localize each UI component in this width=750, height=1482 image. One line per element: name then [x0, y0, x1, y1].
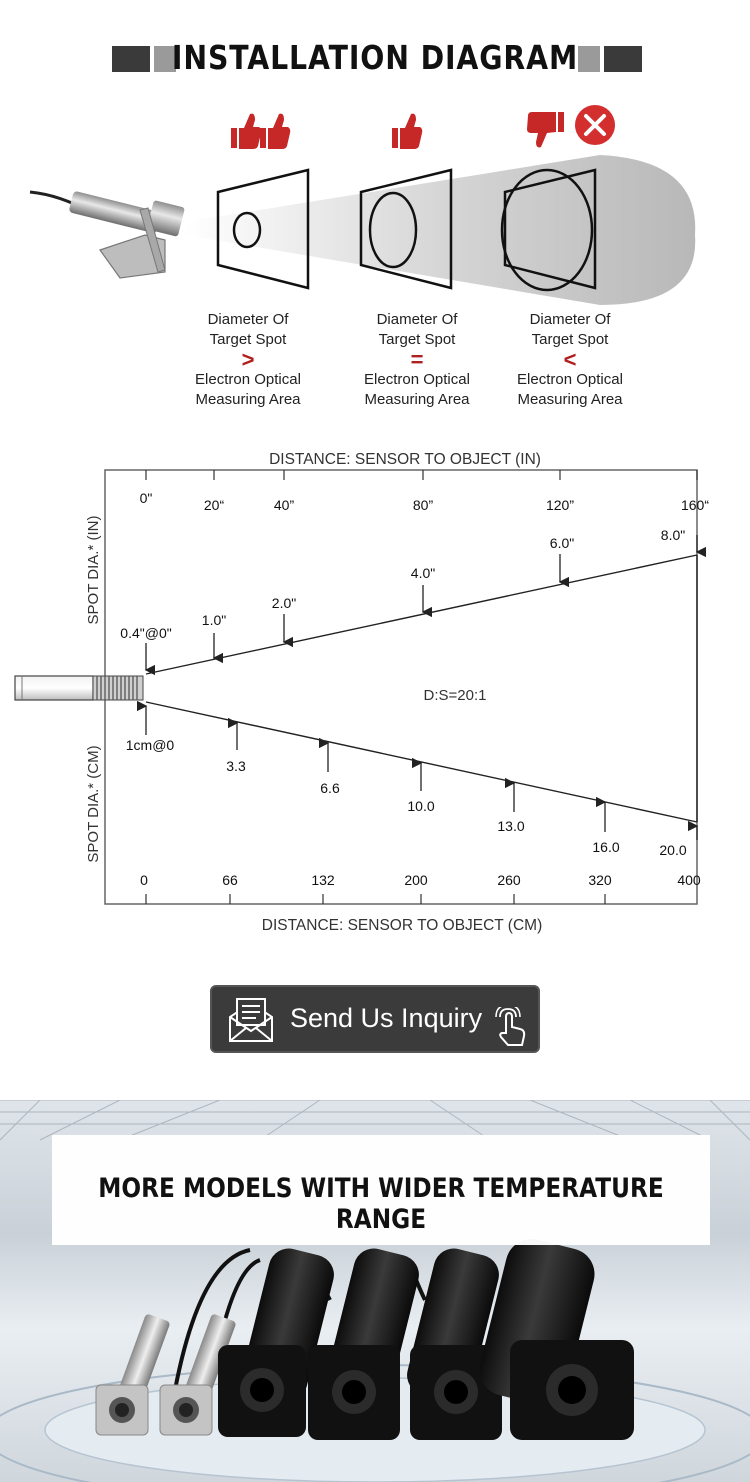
cm-tick: 260 [497, 872, 521, 888]
cm-tick: 0 [140, 872, 148, 888]
section-header [0, 30, 750, 90]
in-tick: 160“ [680, 497, 710, 513]
in-tick: 40” [273, 497, 295, 513]
in-spot-label: 4.0" [410, 565, 436, 581]
ratio-label: D:S=20:1 [423, 687, 487, 704]
cm-tick: 200 [404, 872, 428, 888]
cm-spot-label: 13.0 [497, 818, 525, 834]
in-tick: 80” [412, 497, 434, 513]
in-tick: 20“ [203, 497, 225, 513]
caption-equal: Diameter Of Target Spot = Electron Optical Measuring Area [364, 311, 470, 408]
measurement-cone [185, 155, 695, 305]
in-spot-label: 2.0" [271, 595, 297, 611]
caption-less: Diameter Of Target Spot < Electron Optical Measuring Area [517, 311, 623, 408]
cm-spot-label: 20.0 [659, 842, 687, 858]
caption-greater: Diameter Of Target Spot > Electron Optical Measuring Area [195, 311, 301, 408]
in-tick: 120” [545, 497, 575, 513]
models-title: MORE MODELS WITH WIDER TEMPERATURE RANGE [98, 1173, 664, 1235]
thumbs-up-icon [231, 114, 261, 149]
cm-spot-label: 6.6 [320, 780, 340, 796]
cm-tick: 66 [222, 872, 238, 888]
cm-tick: 400 [677, 872, 701, 888]
cm-spot-label: 16.0 [592, 839, 620, 855]
in-spot-label: 6.0" [549, 535, 575, 551]
pointer-hand-icon [494, 1007, 530, 1047]
distance-spot-chart [0, 440, 750, 950]
chart-top-title: DISTANCE: SENSOR TO OBJECT (IN) [269, 451, 541, 468]
reject-icon [575, 105, 615, 145]
send-inquiry-label: Send Us Inquiry [290, 1003, 483, 1033]
sensor-side-icon [15, 676, 143, 700]
in-spot-label: 0.4"@0" [120, 625, 172, 641]
send-inquiry-button[interactable] [210, 985, 540, 1053]
cm-spot-label: 1cm@0 [125, 737, 175, 753]
chart-bottom-title: DISTANCE: SENSOR TO OBJECT (CM) [261, 917, 543, 934]
in-spot-label: 8.0" [660, 527, 686, 543]
in-spot-label: 1.0" [201, 612, 227, 628]
more-models-section [0, 1100, 750, 1482]
mail-icon [226, 995, 276, 1045]
chart-left-bottom-label: SPOT DIA.* (CM) [85, 745, 102, 863]
cm-spot-label: 3.3 [226, 758, 246, 774]
thumbs-up-icon [392, 114, 422, 149]
cm-tick: 132 [311, 872, 335, 888]
thumbs-up-icon [260, 114, 290, 149]
models-banner [52, 1135, 710, 1245]
thumbs-down-icon [527, 112, 564, 147]
cm-tick: 320 [588, 872, 612, 888]
beam-illustration [0, 100, 750, 420]
page-title: INSTALLATION DIAGRAM [171, 38, 579, 77]
cm-spot-label: 10.0 [407, 798, 435, 814]
chart-svg [0, 440, 750, 950]
in-tick: 0" [139, 490, 153, 506]
chart-left-top-label: SPOT DIA.* (IN) [85, 515, 102, 625]
